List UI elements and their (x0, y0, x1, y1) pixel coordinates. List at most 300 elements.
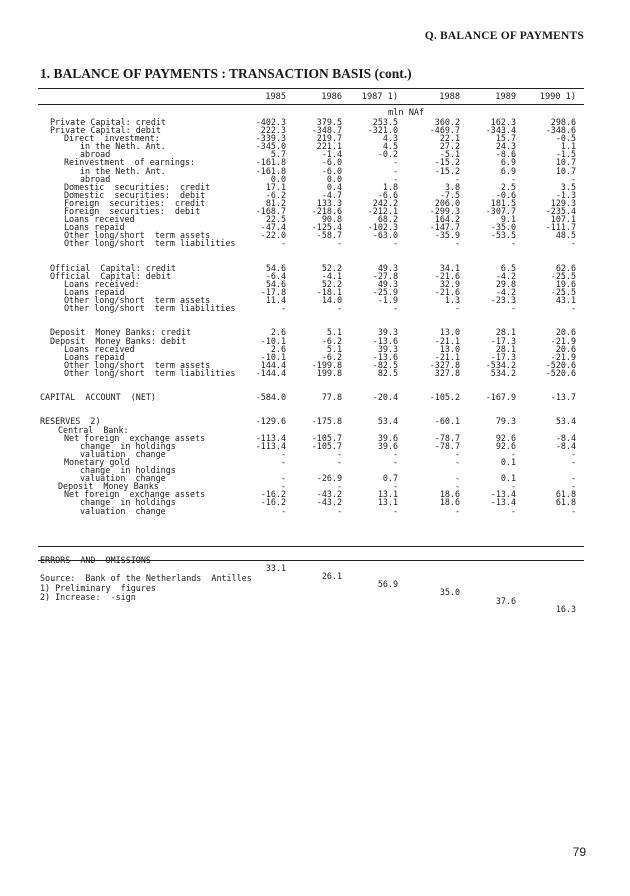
cell-value: -13.4 (490, 489, 516, 500)
page-number: 79 (572, 845, 586, 859)
cell-value: - (392, 303, 398, 314)
cell-value: -16.2 (260, 497, 286, 508)
cell-value: -218.6 (311, 206, 342, 217)
cell-value: 379.5 (316, 117, 342, 127)
row-label: valuation change (80, 505, 166, 516)
cell-value: -175.8 (311, 416, 342, 427)
cell-value: -147.7 (429, 222, 460, 233)
cell-value: - (336, 456, 342, 467)
row-label: Loans repaid (64, 222, 125, 233)
cell-value: -348.7 (311, 125, 342, 136)
cell-value: -8.4 (555, 432, 576, 443)
row-label: Deposit Money Banks: debit (50, 335, 187, 346)
year-col-6: 1990 1) (539, 92, 576, 102)
cell-value: -339.3 (255, 133, 286, 144)
cell-value: 10.7 (555, 157, 576, 168)
cell-value: - (280, 473, 286, 484)
cell-value: - (392, 238, 398, 249)
cell-value: 181.5 (490, 197, 516, 208)
cell-value: - (392, 481, 398, 492)
cell-value: -102.3 (367, 222, 398, 233)
cell-value: - (454, 238, 460, 249)
cell-value: 92.6 (495, 440, 516, 451)
year-col-4: 1988 (439, 92, 460, 102)
cell-value: 17.1 (265, 181, 286, 192)
cell-value: -8.4 (555, 440, 576, 451)
cell-value: 19.6 (555, 278, 576, 289)
cell-value: -469.7 (429, 125, 460, 136)
row-label: change in holdings (80, 497, 176, 508)
row-label: Foreign securities: credit (64, 197, 206, 208)
cell-value: 4.3 (382, 133, 398, 144)
cell-value: -17.3 (490, 351, 516, 362)
cell-value: - (280, 303, 286, 314)
cell-value: - (336, 505, 342, 516)
cell-value: - (392, 505, 398, 516)
cell-value: 360.2 (434, 117, 460, 127)
cell-value: 10.7 (555, 165, 576, 176)
cell-value: -4.7 (321, 189, 342, 200)
cell-value: 242.2 (372, 197, 398, 208)
cell-value: -21.6 (434, 270, 460, 281)
cell-value: -35.9 (434, 230, 460, 241)
row-label: Deposit Money Banks (58, 481, 159, 492)
cell-value: - (392, 173, 398, 184)
cell-value: 13.1 (377, 497, 398, 508)
cell-value: 0.4 (326, 181, 342, 192)
cell-value: -0.6 (495, 189, 516, 200)
cell-value: -10.1 (260, 335, 286, 346)
errors-value: 16.3 (555, 603, 576, 614)
cell-value: - (510, 481, 516, 492)
cell-value: 9.1 (500, 214, 516, 225)
cell-value: -167.9 (485, 392, 516, 403)
cell-value: -17.8 (260, 286, 286, 297)
cell-value: -6.2 (321, 335, 342, 346)
cell-value: -21.6 (434, 286, 460, 297)
cell-value: 253.5 (372, 117, 398, 127)
cell-value: -235.4 (545, 206, 576, 217)
row-label: Monetary gold (64, 456, 130, 467)
cell-value: - (280, 448, 286, 459)
cell-value: -6.2 (265, 189, 286, 200)
source-notes (40, 574, 252, 603)
cell-value: 2.6 (270, 343, 286, 354)
cell-value: 13.0 (439, 327, 460, 338)
cell-value: -25.5 (550, 286, 576, 297)
cell-value: -13.6 (372, 351, 398, 362)
errors-value: 37.6 (495, 595, 516, 606)
cell-value: 14.0 (321, 295, 342, 306)
cell-value: -21.9 (550, 351, 576, 362)
cell-value: 13.1 (377, 489, 398, 500)
row-label: Deposit Money Banks: credit (50, 327, 192, 338)
cell-value: 39.3 (377, 343, 398, 354)
cell-value: -25.9 (372, 286, 398, 297)
cell-value: -15.2 (434, 157, 460, 168)
cell-value: -4.1 (321, 270, 342, 281)
cell-value: -16.2 (260, 489, 286, 500)
cell-value: 18.6 (439, 497, 460, 508)
row-label: Other long/short term assets (64, 359, 211, 370)
cell-value: 164.2 (434, 214, 460, 225)
cell-value: - (336, 448, 342, 459)
year-col-2: 1986 (321, 92, 342, 102)
cell-value: -25.5 (550, 270, 576, 281)
cell-value: 92.6 (495, 432, 516, 443)
cell-value: - (454, 303, 460, 314)
table-bottom-rule (38, 560, 584, 561)
cell-value: -1.5 (555, 149, 576, 160)
cell-value: -21.1 (434, 335, 460, 346)
cell-value: - (280, 505, 286, 516)
cell-value: - (454, 481, 460, 492)
cell-value: -299.3 (429, 206, 460, 217)
cell-value: - (510, 303, 516, 314)
footnote-2: 2) Increase: -sign (40, 592, 136, 602)
page-title: 1. BALANCE OF PAYMENTS : TRANSACTION BASIS (cont.) (40, 66, 412, 81)
cell-value: 1.3 (444, 295, 460, 306)
cell-value: - (454, 173, 460, 184)
cell-value: 534.2 (490, 367, 516, 378)
row-label: Other long/short term liabilities (64, 367, 236, 378)
cell-value: -105.2 (429, 392, 460, 403)
row-label: Net foreign exchange assets (64, 432, 206, 443)
cell-value: -1.9 (377, 295, 398, 306)
row-label: valuation change (80, 473, 166, 484)
errors-value: 35.0 (439, 587, 460, 598)
row-label: Loans received (64, 343, 135, 354)
cell-value: 221.1 (316, 141, 342, 152)
year-header-row (0, 92, 630, 104)
cell-value: -18.1 (316, 286, 342, 297)
cell-value: 0.1 (500, 456, 516, 467)
cell-value: - (280, 238, 286, 249)
cell-value: 133.3 (316, 197, 342, 208)
cell-value: -584.0 (255, 392, 286, 403)
row-label: Other long/short term assets (64, 230, 211, 241)
cell-value: 62.6 (555, 262, 576, 273)
cell-value: 129.3 (550, 197, 576, 208)
cell-value: 5.7 (270, 149, 286, 160)
cell-value: 54.6 (265, 278, 286, 289)
row-label: CAPITAL ACCOUNT (NET) (40, 392, 156, 403)
cell-value: 222.3 (260, 125, 286, 136)
errors-label: ERRORS AND OMISSIONS (40, 555, 151, 566)
cell-value: - (510, 505, 516, 516)
cell-value: -113.4 (255, 440, 286, 451)
cell-value: 0.0 (326, 173, 342, 184)
cell-value: -1.4 (321, 149, 342, 160)
cell-value: 2.5 (500, 181, 516, 192)
cell-value: -6.4 (265, 270, 286, 281)
row-label: Net foreign exchange assets (64, 489, 206, 500)
row-label: change in holdings (80, 440, 176, 451)
row-label: Other long/short term liabilities (64, 303, 236, 314)
cell-value: 53.4 (555, 416, 576, 427)
cell-value: -21.9 (550, 335, 576, 346)
cell-value: -5.1 (439, 149, 460, 160)
cell-value: 52.2 (321, 278, 342, 289)
cell-value: - (336, 238, 342, 249)
cell-value: -43.2 (316, 497, 342, 508)
cell-value: - (392, 165, 398, 176)
cell-value: 90.8 (321, 214, 342, 225)
cell-value: 81.2 (265, 197, 286, 208)
year-header-rule (38, 104, 584, 105)
cell-value: 28.1 (495, 327, 516, 338)
cell-value: -6.6 (377, 189, 398, 200)
cell-value: 107.1 (550, 214, 576, 225)
row-label: Loans received (64, 214, 135, 225)
table-row (0, 393, 630, 401)
cell-value: 29.8 (495, 278, 516, 289)
cell-value: -520.6 (545, 359, 576, 370)
cell-value: -6.0 (321, 157, 342, 168)
cell-value: 68.2 (377, 214, 398, 225)
cell-value: - (336, 303, 342, 314)
row-label: RESERVES 2) (40, 416, 101, 427)
errors-value: 26.1 (321, 571, 342, 582)
cell-value: 199.8 (316, 367, 342, 378)
cell-value: 54.6 (265, 262, 286, 273)
cell-value: -26.9 (316, 473, 342, 484)
cell-value: 5.1 (326, 327, 342, 338)
cell-value: - (510, 448, 516, 459)
table-row (0, 304, 630, 312)
cell-value: - (280, 481, 286, 492)
row-label: Loans repaid (64, 351, 125, 362)
cell-value: -6.0 (321, 165, 342, 176)
year-col-1: 1985 (265, 92, 286, 102)
cell-value: -105.7 (311, 432, 342, 443)
cell-value: 0.1 (500, 473, 516, 484)
row-label: change in holdings (80, 465, 176, 476)
cell-value: 6.9 (500, 157, 516, 168)
cell-value: -21.1 (434, 351, 460, 362)
cell-value: -125.4 (311, 222, 342, 233)
cell-value: 77.8 (321, 392, 342, 403)
cell-value: -47.4 (260, 222, 286, 233)
cell-value: -348.6 (545, 125, 576, 136)
cell-value: -23.3 (490, 295, 516, 306)
cell-value: - (570, 173, 576, 184)
cell-value: - (392, 157, 398, 168)
cell-value: -10.1 (260, 351, 286, 362)
balance-table (0, 118, 630, 515)
cell-value: 2.6 (270, 327, 286, 338)
unit-label: mln NAf (388, 108, 425, 118)
cell-value: - (570, 456, 576, 467)
errors-top-rule (38, 546, 584, 547)
cell-value: -0.2 (377, 149, 398, 160)
cell-value: 43.1 (555, 295, 576, 306)
table-top-rule (38, 88, 584, 89)
cell-value: -7.5 (439, 189, 460, 200)
row-label: Other long/short term liabilities (64, 238, 236, 249)
table-row (0, 369, 630, 377)
cell-value: 49.3 (377, 278, 398, 289)
table-row (0, 507, 630, 515)
cell-value: 61.8 (555, 497, 576, 508)
year-col-5: 1989 (495, 92, 516, 102)
row-label: abroad (80, 149, 111, 160)
cell-value: -307.7 (485, 206, 516, 217)
cell-value: 0.0 (270, 173, 286, 184)
cell-value: -105.7 (311, 440, 342, 451)
cell-value: - (510, 238, 516, 249)
cell-value: -168.7 (255, 206, 286, 217)
source-line: Source: Bank of the Netherlands Antilles (40, 573, 252, 583)
cell-value: -111.7 (545, 222, 576, 233)
cell-value: - (570, 473, 576, 484)
cell-value: 22.5 (265, 214, 286, 225)
cell-value: 13.0 (439, 343, 460, 354)
row-label: Reinvestment of earnings: (64, 157, 196, 168)
cell-value: 61.8 (555, 489, 576, 500)
cell-value: -63.0 (372, 230, 398, 241)
cell-value: 298.6 (550, 117, 576, 127)
footnote-1: 1) Preliminary figures (40, 582, 156, 593)
cell-value: -78.7 (434, 440, 460, 451)
cell-value: -520.6 (545, 367, 576, 378)
table-row (0, 248, 630, 256)
cell-value: -13.4 (490, 497, 516, 508)
row-label: Official Capital: debit (50, 270, 172, 281)
cell-value: -60.1 (434, 416, 460, 427)
row-label: in the Neth. Ant. (80, 141, 166, 152)
cell-value: 20.6 (555, 327, 576, 338)
cell-value: - (510, 173, 516, 184)
cell-value: -13.7 (550, 392, 576, 403)
cell-value: - (454, 505, 460, 516)
row-label: Other long/short term assets (64, 295, 211, 306)
cell-value: -161.8 (255, 165, 286, 176)
cell-value: 162.3 (490, 117, 516, 127)
row-label: Official Capital: credit (50, 262, 177, 273)
cell-value: 32.9 (439, 278, 460, 289)
cell-value: - (392, 448, 398, 459)
cell-value: -199.8 (311, 359, 342, 370)
cell-value: 1.8 (382, 181, 398, 192)
row-label: Central Bank: (58, 424, 129, 435)
cell-value: -129.6 (255, 416, 286, 427)
cell-value: 52.2 (321, 262, 342, 273)
cell-value: 24.3 (495, 141, 516, 152)
cell-value: -8.6 (495, 149, 516, 160)
cell-value: -78.7 (434, 432, 460, 443)
cell-value: 20.6 (555, 343, 576, 354)
cell-value: - (570, 238, 576, 249)
cell-value: 27.2 (439, 141, 460, 152)
errors-value: 33.1 (265, 563, 286, 574)
row-label: abroad (80, 173, 111, 184)
cell-value: 34.1 (439, 262, 460, 273)
cell-value: - (570, 448, 576, 459)
cell-value: -345.0 (255, 141, 286, 152)
row-label: Foreign securities: debit (64, 206, 201, 217)
cell-value: - (392, 456, 398, 467)
cell-value: 0.7 (382, 473, 398, 484)
cell-value: -82.5 (372, 359, 398, 370)
cell-value: 15.7 (495, 133, 516, 144)
cell-value: - (454, 456, 460, 467)
cell-value: -534.2 (485, 359, 516, 370)
cell-value: -53.5 (490, 230, 516, 241)
cell-value: -27.8 (372, 270, 398, 281)
cell-value: -161.8 (255, 157, 286, 168)
cell-value: 5.1 (326, 343, 342, 354)
cell-value: - (454, 473, 460, 484)
cell-value: 4.5 (382, 141, 398, 152)
cell-value: - (570, 303, 576, 314)
row-label: Loans received: (64, 278, 140, 289)
cell-value: -343.4 (485, 125, 516, 136)
cell-value: -4.2 (495, 270, 516, 281)
cell-value: 3.8 (444, 181, 460, 192)
cell-value: -4.2 (495, 286, 516, 297)
row-label: Private Capital: debit (50, 125, 161, 136)
cell-value: -402.3 (255, 117, 286, 127)
cell-value: -327.8 (429, 359, 460, 370)
cell-value: 206.0 (434, 197, 460, 208)
year-col-3: 1987 1) (361, 92, 398, 102)
cell-value: 144.4 (260, 359, 286, 370)
cell-value: 11.4 (265, 295, 286, 306)
cell-value: -6.2 (321, 351, 342, 362)
cell-value: -20.4 (372, 392, 398, 403)
cell-value: -17.3 (490, 335, 516, 346)
cell-value: 49.3 (377, 262, 398, 273)
cell-value: - (336, 481, 342, 492)
cell-value: -13.6 (372, 335, 398, 346)
cell-value: 39.3 (377, 327, 398, 338)
cell-value: - (454, 448, 460, 459)
row-label: Domestic securities: credit (64, 181, 211, 192)
cell-value: 53.4 (377, 416, 398, 427)
cell-value: - (570, 481, 576, 492)
cell-value: 82.5 (377, 367, 398, 378)
cell-value: 327.8 (434, 367, 460, 378)
cell-value: 3.5 (560, 181, 576, 192)
cell-value: -1.3 (555, 189, 576, 200)
cell-value: - (570, 505, 576, 516)
cell-value: -43.2 (316, 489, 342, 500)
row-label: Direct investment: (64, 133, 160, 144)
row-label: in the Neth. Ant. (80, 165, 166, 176)
cell-value: 6.5 (500, 262, 516, 273)
cell-value: 79.3 (495, 416, 516, 427)
cell-value: -22.0 (260, 230, 286, 241)
table-row (0, 312, 630, 320)
cell-value: -0.5 (555, 133, 576, 144)
errors-value: 56.9 (377, 579, 398, 590)
cell-value: -113.4 (255, 432, 286, 443)
table-row (0, 401, 630, 409)
cell-value: -212.1 (367, 206, 398, 217)
cell-value: 39.6 (377, 432, 398, 443)
row-label: Domestic securities: debit (64, 189, 206, 200)
row-label: Private Capital: credit (50, 117, 166, 127)
cell-value: -58.7 (316, 230, 342, 241)
cell-value: 6.9 (500, 165, 516, 176)
cell-value: 22.1 (439, 133, 460, 144)
row-label: valuation change (80, 448, 166, 459)
cell-value: - (280, 456, 286, 467)
table-row (0, 239, 630, 247)
row-label: Loans repaid (64, 286, 125, 297)
cell-value: 39.6 (377, 440, 398, 451)
